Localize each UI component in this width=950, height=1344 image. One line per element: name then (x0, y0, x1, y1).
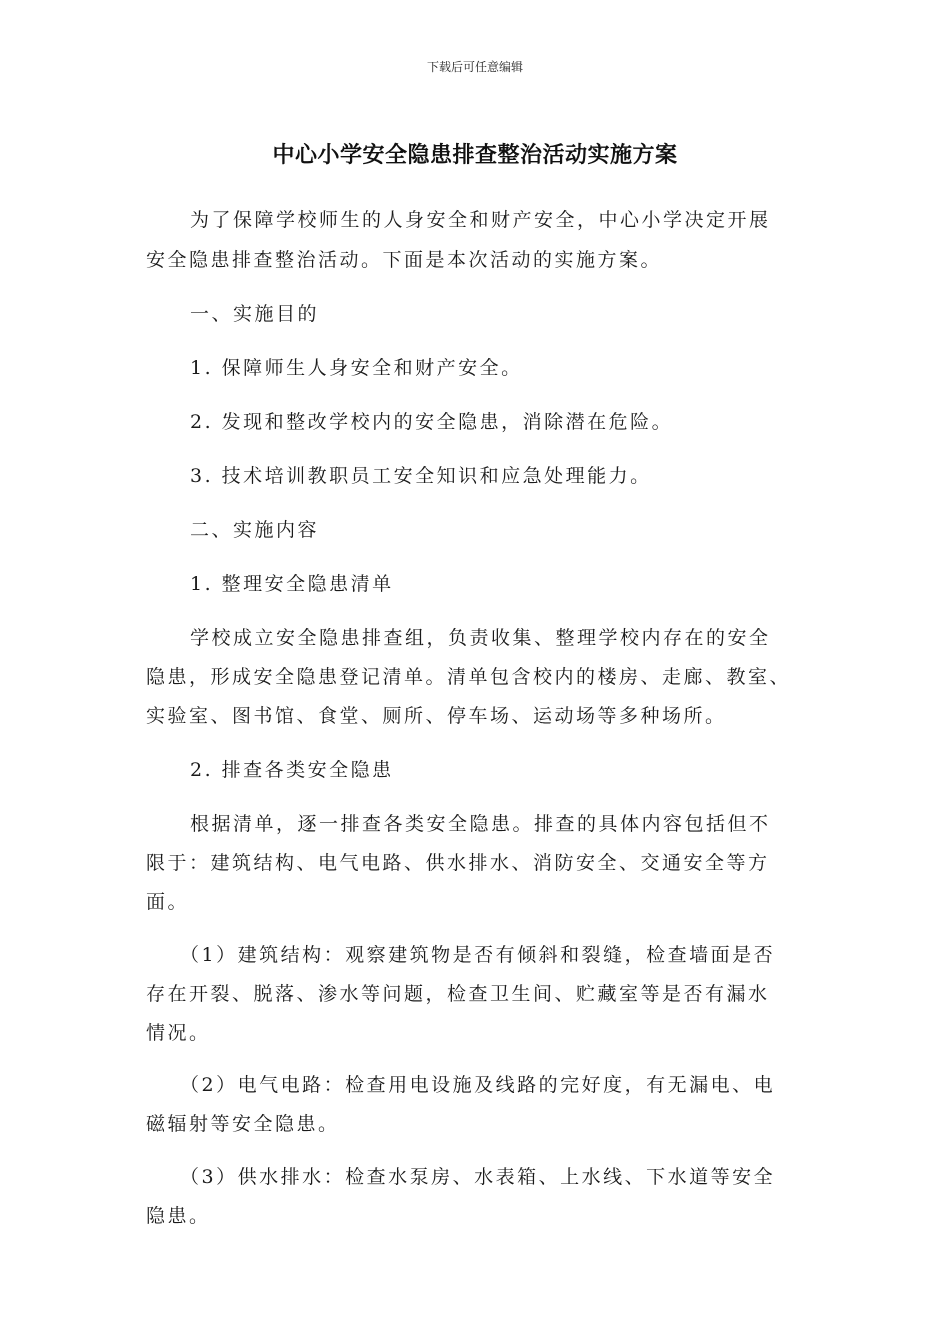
content-item-2-heading: 2. 排查各类安全隐患 (190, 759, 394, 781)
purpose-item-2: 2. 发现和整改学校内的安全隐患，消除潜在危险。 (190, 411, 674, 433)
section-heading-purpose: 一、实施目的 (190, 303, 320, 325)
building-structure-line-3: 情况。 (146, 1022, 211, 1044)
section-heading-content: 二、实施内容 (190, 519, 320, 541)
water-supply-line-1: （3）供水排水：检查水泵房、水表箱、上水线、下水道等安全 (180, 1166, 776, 1188)
content-item-2-line-1: 根据清单，逐一排查各类安全隐患。排查的具体内容包括但不 (190, 813, 771, 835)
building-structure-line-1: （1）建筑结构：观察建筑物是否有倾斜和裂缝，检查墙面是否 (180, 944, 776, 966)
header-note: 下载后可任意编辑 (426, 60, 523, 74)
content-item-1-line-1: 学校成立安全隐患排查组，负责收集、整理学校内存在的安全 (190, 627, 771, 649)
water-supply-line-2: 隐患。 (146, 1205, 211, 1227)
electrical-line-2: 磁辐射等安全隐患。 (146, 1113, 340, 1135)
building-structure-line-2: 存在开裂、脱落、渗水等问题，检查卫生间、贮藏室等是否有漏水 (146, 983, 770, 1005)
electrical-line-1: （2）电气电路：检查用电设施及线路的完好度，有无漏电、电 (180, 1074, 776, 1096)
document-title: 中心小学安全隐患排查整治活动实施方案 (272, 143, 678, 168)
content-item-2-line-2: 限于：建筑结构、电气电路、供水排水、消防安全、交通安全等方 (146, 852, 770, 874)
content-item-2-line-3: 面。 (146, 891, 190, 913)
purpose-item-3: 3. 技术培训教职员工安全知识和应急处理能力。 (190, 465, 652, 487)
content-item-1-heading: 1. 整理安全隐患清单 (190, 573, 394, 595)
intro-line-1: 为了保障学校师生的人身安全和财产安全，中心小学决定开展 (190, 209, 771, 231)
purpose-item-1: 1. 保障师生人身安全和财产安全。 (190, 357, 523, 379)
content-item-1-line-3: 实验室、图书馆、食堂、厕所、停车场、运动场等多种场所。 (146, 705, 727, 727)
content-item-1-line-2: 隐患，形成安全隐患登记清单。清单包含校内的楼房、走廊、教室、 (146, 666, 792, 688)
intro-line-2: 安全隐患排查整治活动。下面是本次活动的实施方案。 (146, 249, 663, 271)
